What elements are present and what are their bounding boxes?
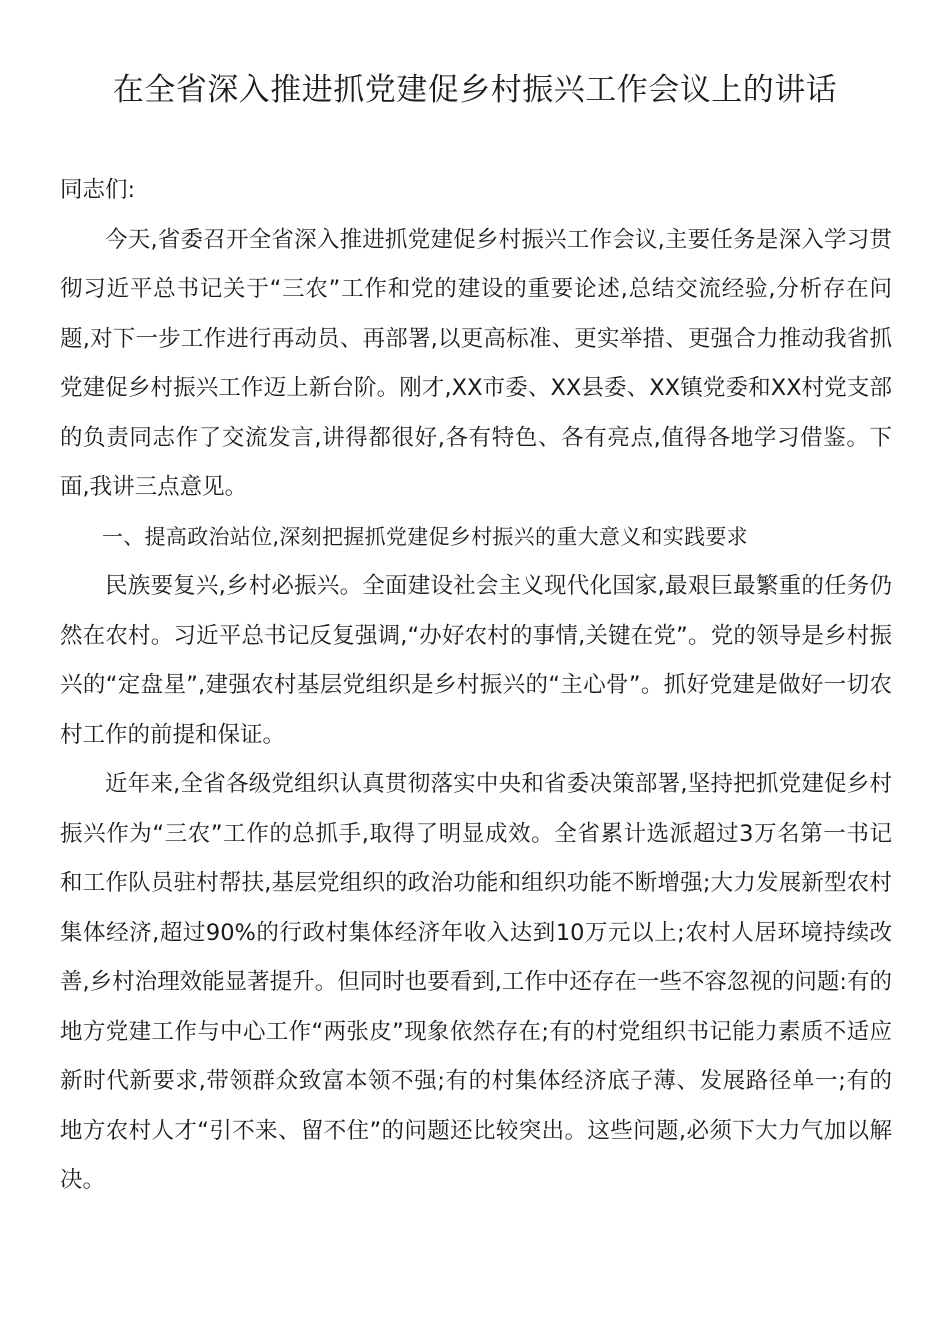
section-heading-1: 一、提高政治站位,深刻把握抓党建促乡村振兴的重大意义和实践要求: [102, 524, 748, 549]
document-body: [60, 166, 892, 1206]
salutation: 同志们:: [60, 177, 136, 203]
paragraph-opening: 今天,省委召开全省深入推进抓党建促乡村振兴工作会议,主要任务是深入学习贯彻习近平总书记关于“三农”工作和党的建设的重要论述,总结交流经验,分析存在问题,对下一步工作进行再动员、再部署,以更高标准、更实举措、更强合力推动我省抓党建促乡村振兴工作迈上新台阶。刚才,XX市委、XX县委、XX镇党委和XX村党支部的负责同志作了交流发言,讲得都很好,各有特色、各有亮点,值得各地学习借鉴。下面,我讲三点意见。: [60, 226, 892, 500]
paragraph-achievements-problems: 近年来,全省各级党组织认真贯彻落实中央和省委决策部署,坚持把抓党建促乡村振兴作为“三农”工作的总抓手,取得了明显成效。全省累计选派超过3万名第一书记和工作队员驻村帮扶,基层党组织的政治功能和组织功能不断增强;大力发展新型农村集体经济,超过90%的行政村集体经济年收入达到10万元以上;农村人居环境持续改善,乡村治理效能显著提升。但同时也要看到,工作中还存在一些不容忽视的问题:有的地方党建工作与中心工作“两张皮”现象依然存在;有的村党组织书记能力素质不适应新时代新要求,带领群众致富本领不强;有的村集体经济底子薄、发展路径单一;有的地方农村人才“引不来、留不住”的问题还比较突出。这些问题,必须下大力气加以解决。: [60, 771, 892, 1193]
paragraph-significance: 民族要复兴,乡村必振兴。全面建设社会主义现代化国家,最艰巨最繁重的任务仍然在农村。习近平总书记反复强调,“办好农村的事情,关键在党”。党的领导是乡村振兴的“定盘星”,建强农村基层党组织是乡村振兴的“主心骨”。抓好党建是做好一切农村工作的前提和保证。: [60, 573, 892, 748]
document-title: 在全省深入推进抓党建促乡村振兴工作会议上的讲话: [112, 72, 838, 108]
